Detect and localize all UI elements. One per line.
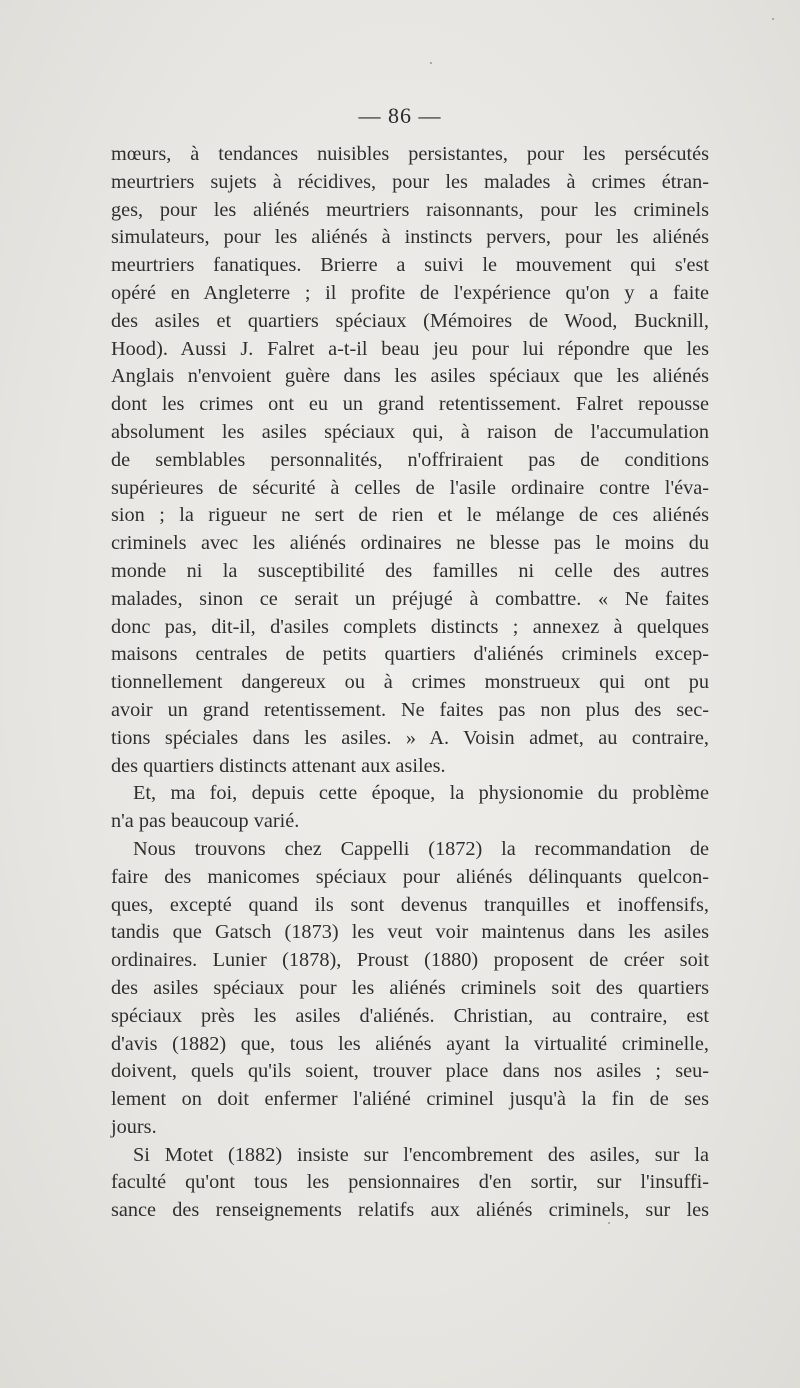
text-line: ordinaires. Lunier (1878), Proust (1880) proposent de créer soit	[111, 949, 709, 972]
text-line: avoir un grand retentissement. Ne faites pas non plus des sec-	[111, 698, 709, 721]
text-line: doivent, quels qu'ils soient, trouver place dans nos asiles ; seu-	[111, 1060, 709, 1083]
text-line: de semblables personnalités, n'offriraient pas de conditions	[111, 448, 709, 471]
text-line: criminels avec les aliénés ordinaires ne blesse pas le moins du	[111, 532, 709, 555]
text-line: faire des manicomes spéciaux pour aliénés délinquants quelcon-	[111, 865, 709, 888]
text-line: sance des renseignements relatifs aux aliénés criminels, sur les	[111, 1199, 709, 1222]
paper-speck	[772, 18, 774, 20]
text-line: lement on doit enfermer l'aliéné criminel jusqu'à la fin de ses	[111, 1088, 709, 1111]
text-line: sion ; la rigueur ne sert de rien et le mélange de ces aliénés	[111, 504, 709, 527]
page-number: — 86 —	[358, 103, 442, 128]
text-line: supérieures de sécurité à celles de l'asile ordinaire contre l'éva-	[111, 476, 709, 499]
text-line: absolument les asiles spéciaux qui, à raison de l'accumulation	[111, 420, 709, 443]
text-line: simulateurs, pour les aliénés à instincts pervers, pour les aliénés	[111, 226, 709, 249]
text-line: des quartiers distincts attenant aux asiles.	[111, 754, 446, 777]
text-line: des asiles spéciaux pour les aliénés criminels soit des quartiers	[111, 976, 709, 999]
text-line: ges, pour les aliénés meurtriers raisonnants, pour les criminels	[111, 198, 709, 221]
text-line: donc pas, dit-il, d'asiles complets distincts ; annexez à quelques	[111, 615, 709, 638]
text-line: des asiles et quartiers spéciaux (Mémoires de Wood, Bucknill,	[111, 309, 709, 332]
paper-speck	[608, 1222, 610, 1224]
text-line: tionnellement dangereux ou à crimes monstrueux qui ont pu	[111, 671, 709, 694]
text-line: tandis que Gatsch (1873) les veut voir maintenus dans les asiles	[111, 921, 709, 944]
text-line: Nous trouvons chez Cappelli (1872) la recommandation de	[133, 837, 709, 860]
text-line: Et, ma foi, depuis cette époque, la physionomie du problème	[133, 782, 709, 805]
text-line: meurtriers sujets à récidives, pour les malades à crimes étran-	[111, 170, 709, 193]
text-line: faculté qu'ont tous les pensionnaires d'en sortir, sur l'insuffi-	[111, 1171, 709, 1194]
text-line: spéciaux près les asiles d'aliénés. Christian, au contraire, est	[111, 1004, 709, 1027]
text-line: Hood). Aussi J. Falret a-t-il beau jeu pour lui répondre que les	[111, 337, 709, 360]
text-line: mœurs, à tendances nuisibles persistantes, pour les persécutés	[111, 143, 709, 165]
text-line: meurtriers fanatiques. Brierre a suivi le mouvement qui s'est	[111, 254, 709, 277]
paper-speck	[430, 62, 432, 64]
text-line: Si Motet (1882) insiste sur l'encombrement des asiles, sur la	[133, 1143, 709, 1166]
text-line: tions spéciales dans les asiles. » A. Voisin admet, au contraire,	[111, 726, 709, 749]
text-line: malades, sinon ce serait un préjugé à combattre. « Ne faites	[111, 587, 709, 610]
text-line: n'a pas beaucoup varié.	[111, 810, 300, 833]
text-line: maisons centrales de petits quartiers d'aliénés criminels excep-	[111, 643, 709, 666]
text-line: jours.	[111, 1115, 157, 1138]
body-text	[111, 141, 709, 1225]
text-line: opéré en Angleterre ; il profite de l'expérience qu'on y a faite	[111, 281, 709, 304]
text-line: monde ni la susceptibilité des familles ni celle des autres	[111, 559, 709, 582]
text-line: dont les crimes ont eu un grand retentissement. Falret repousse	[111, 393, 709, 416]
text-line: Anglais n'envoient guère dans les asiles spéciaux que les aliénés	[111, 365, 709, 388]
text-line: d'avis (1882) que, tous les aliénés ayant la virtualité criminelle,	[111, 1032, 709, 1055]
text-line: ques, excepté quand ils sont devenus tranquilles et inoffensifs,	[111, 893, 709, 916]
